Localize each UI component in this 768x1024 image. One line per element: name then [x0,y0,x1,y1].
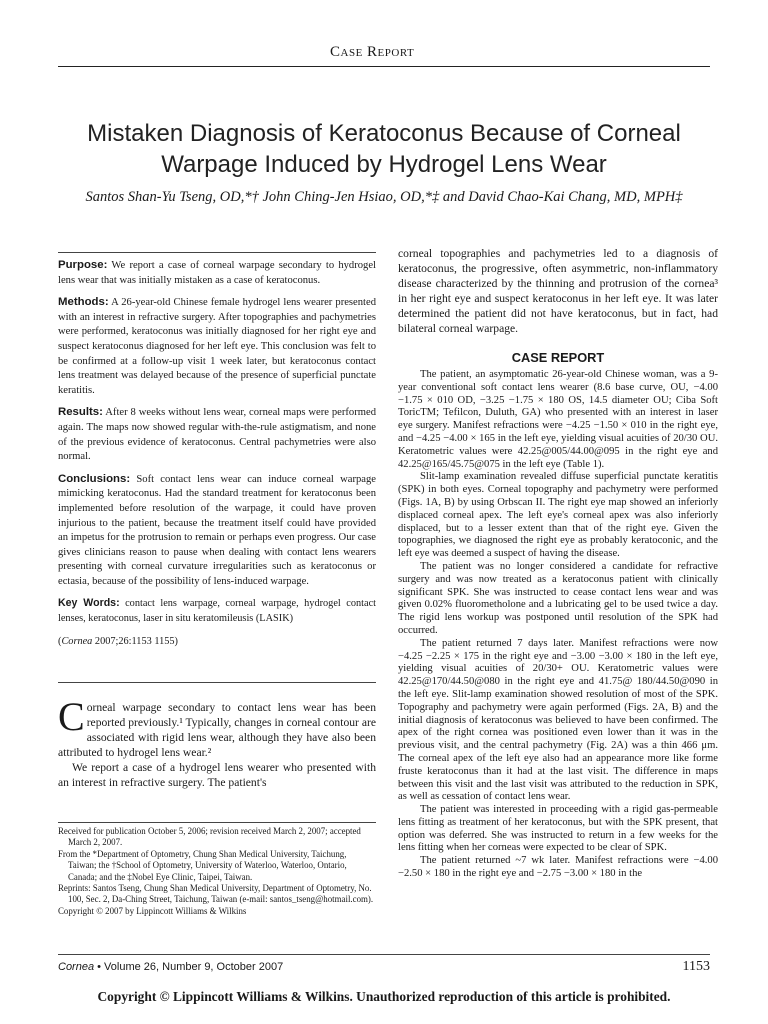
footer-issue: • Volume 26, Number 9, October 2007 [94,961,284,973]
abstract-top-rule [58,252,376,253]
purpose-label: Purpose: [58,259,108,271]
footnote-received: Received for publication October 5, 2006; revision received March 2, 2007; accepted March 2, 2007. [58,826,361,848]
footnote-affiliations: From the *Department of Optometry, Chung Shan Medical University, Taichung, Taiwan; the †School of Optometry, University of Waterloo, Waterloo, Ontario, Canada; and the ‡Nobel Eye Clinic, Taipei, Taiwan. [58,848,347,882]
abstract [58,258,376,647]
methods-text: A 26-year-old Chinese female hydrogel lens wearer presented with an interest in refractive surgery. After topographies and pachymetries were performed, keratoconus was initially diagnosed for her right eye and suspect keratoconus diagnosed for her left eye. This conclusion was felt to be confirmed at a follow-up visit 1 week later, but keratoconus contact lens treatment was delayed because of the presence of superficial punctate keratitis. [58,297,376,396]
footnote-reprints: Reprints: Santos Tseng, Chung Shan Medical University, Department of Optometry, No. 100, Sec. 2, Da-Ching Street, Taichung, Taiwan (e-mail: santos_tseng@hotmail.com). [58,883,374,905]
case-paragraph-6: The patient returned ~7 wk later. Manifest refractions were −4.00 −2.50 × 180 in the right eye and −2.75 −3.00 × 180 in the [398,855,718,880]
running-head: Case Report [330,44,415,60]
title-line-2: Warpage Induced by Hydrogel Lens Wear [161,151,607,178]
copyright-banner: Copyright © Lippincott Williams & Wilkins. Unauthorized reproduction of this article is prohibited. [97,989,671,1004]
author-list: Santos Shan-Yu Tseng, OD,*† John Ching-Jen Hsiao, OD,*‡ and David Chao-Kai Chang, MD, MPH‡ [85,189,683,205]
case-paragraph-3: The patient was no longer considered a candidate for refractive surgery and was now treated as a keratoconus patient with clinically significant SPK. She was instructed to cease contact lens wear and was given 0.02% fluorometholone and a lubricating gel to be used twice a day. The rigid lens workup was postponed until resolution of the SPK had occurred. [398,560,718,636]
conclusions-label: Conclusions: [58,472,131,485]
citation-journal: Cornea [61,635,93,647]
footnote-rule [58,822,376,823]
citation-rest: 2007;26:1153 1155) [92,635,178,647]
right-column [398,246,718,881]
abstract-methods [58,295,376,398]
citation: (Cornea 2007;26:1153 1155) [58,635,178,647]
header-rule [58,66,710,67]
footnotes [58,826,376,917]
purpose-text: We report a case of corneal warpage secondary to hydrogel lens wear that was initially mistaken as a case of keratoconus. [58,260,376,286]
drop-cap: C [58,694,85,739]
footer-journal: Cornea [58,961,95,973]
intro-paragraph-2: We report a case of a hydrogel lens wearer who presented with an interest in refractive surgery. The patient's [58,761,376,789]
methods-label: Methods: [58,296,109,309]
results-label: Results: [58,406,103,419]
introduction [58,694,376,790]
case-paragraph-1: The patient, an asymptomatic 26-year-old Chinese woman, was a 9-year conventional soft contact lens wearer (8.6 base curve, OU, −4.00 −1.75 × 010 OD, −3.25 −1.75 × 180 OS, 14.5 diameter OU; Ciba Soft ToricTM; Tefilcon, Duluth, GA) who presented with an interest in laser eye surgery. Manifest refractions were −4.25 −1.50 × 010 in the right eye, and −4.25 −4.00 × 165 in the left eye, yielding visual acuities of 20/30 OU. Keratometric values were 42.25@005/44.00@095 in the right eye and 42.25@165/45.75@075 in the left eye (Table 1). [398,369,718,470]
case-paragraph-2: Slit-lamp examination revealed diffuse superficial punctate keratitis (SPK) in both eyes. Corneal topography and pachymetry were performed (Figs. 1A, B) by using Orbscan II. The right eye map showed an inferiorly displaced corneal apex. The left eye's corneal apex was also inferiorly displaced, but to a lesser extent than that of the right eye. Given the topographies, we diagnosed the right eye as probably keratoconic, and the left eye was deemed a suspect of having the disease. [398,471,718,560]
abstract-purpose [58,258,376,288]
keywords [58,596,376,625]
footer-rule [58,954,710,955]
keywords-text: contact lens warpage, corneal warpage, hydrogel contact lenses, keratoconus, laser in situ keratomileusis (LASIK) [58,598,377,624]
abstract-results [58,405,376,464]
keywords-label: Key Words: [58,597,120,610]
footnote-copyright: Copyright © 2007 by Lippincott Williams & Wilkins [58,905,247,916]
abstract-conclusions [58,472,376,590]
case-paragraph-4: The patient returned 7 days later. Manifest refractions were now −4.25 −2.25 × 175 in the right eye and −3.00 −3.00 × 180 in the left eye, yielding visual acuities of 20/30+ OU. Keratometric values were 42.25@170/44.50@080 in the right eye and 41.75@ 180/44.50@090 in the left eye. Slit-lamp examination showed resolution of most of the SPK. Topography and pachymetry were again performed (Figs. 2A, B) and the initial diagnosis of keratoconus was believed to have been confirmed. The apex of the right cornea was positioned even lower than it was in the previous visit, and the central pachymetry (Fig. 2A) was a thin 466 μm. The corneal apex of the left eye also had an appearance more like forme fruste keratoconus than it had at the last visit. The difference in maps between this visit and the last visit was attributed to the reduction in SPK, as well as cessation of contact lens wear. [398,637,718,803]
conclusions-text: Soft contact lens wear can induce corneal warpage mimicking keratoconus. Had the standard treatment for keratoconus been implemented before resolution of the warpage, it could have proven injurious to the patient, because the treatment itself could have provided an impetus for the protrusion to remain or perhaps even progress. Our case gives clinicians reason to pause when dealing with contact lens wearers presenting with corneal curvature irregularities such as keratoconus or ectasia, because of the possibility of lens-induced warpage. [58,473,376,587]
abstract-bottom-rule [58,682,376,683]
intro-continuation: corneal topographies and pachymetries led to a diagnosis of keratoconus, the progressive, often asymmetric, non-inflammatory disease characterized by the thinning and protrusion of the cornea³ in her right eye and suspect keratoconus in her left eye. It was later determined the patient did not have keratoconus, but in fact, had bilateral corneal warpage. [398,247,718,335]
case-paragraph-5: The patient was interested in proceeding with a rigid gas-permeable lens fitting as treatment of her keratoconus, but with the SPK present, that option was deferred. She was instructed to return in a few weeks for the lens fitting when her corneas were expected to be clear of SPK. [398,804,718,854]
page-number: 1153 [682,959,710,974]
title-line-1: Mistaken Diagnosis of Keratoconus Because of Corneal [87,120,681,147]
section-heading: CASE REPORT [511,350,605,365]
intro-paragraph-1 [58,694,376,760]
intro-text-1: orneal warpage secondary to contact lens wear has been reported previously.¹ Typically, changes in corneal contour are associated with rigid lens wear, although they have also been attributed to hydrogel lens wear.² [58,701,376,759]
results-text: After 8 weeks without lens wear, corneal maps were performed again. The maps now showed regular with-the-rule astigmatism, and none of the previous evidence of keratoconus. Central pachymetries were also normal. [58,407,376,463]
article-title [60,118,708,180]
footer-issue-line [58,961,283,973]
